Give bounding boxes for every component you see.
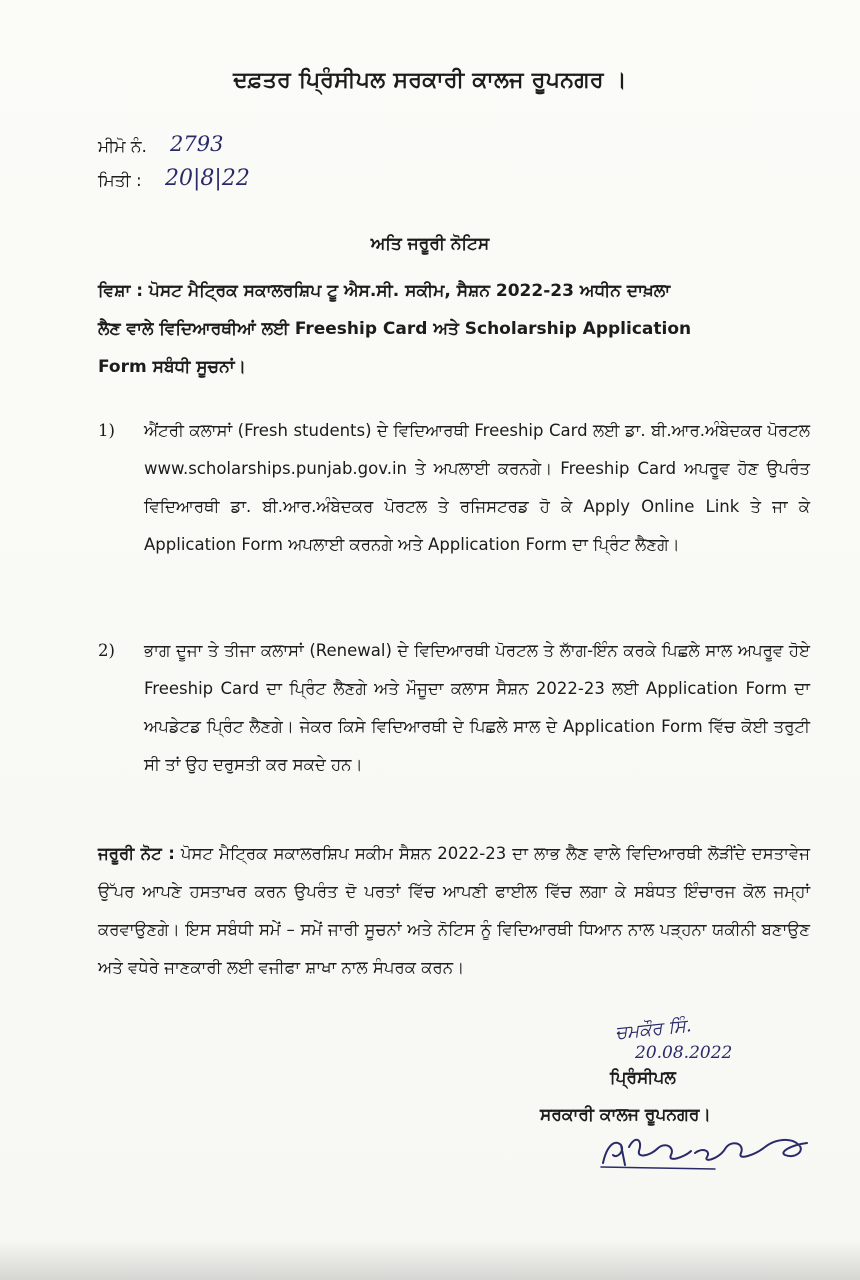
point-text: ਭਾਗ ਦੂਜਾ ਤੇ ਤੀਜਾ ਕਲਾਸਾਂ (Renewal) ਦੇ ਵਿਦਿਆਰਥੀ ਪੋਰਟਲ ਤੇ ਲਾੱਗ-ਇੰਨ ਕਰਕੇ ਪਿਛਲੇ ਸਾਲ ਅਪਰੂਵ ਹੋਏ Freeship Card ਦਾ ਪ੍ਰਿੰਟ ਲੈਣਗੇ ਅਤੇ ਮੌਜੂਦਾ ਕਲਾਸ ਸੈਸ਼ਨ 2022-23 ਲਈ Application Form ਦਾ ਅਪਡੇਟਡ ਪ੍ਰਿੰਟ ਲੈਣਗੇ। ਜੇਕਰ ਕਿਸੇ ਵਿਦਿਆਰਥੀ ਦੇ ਪਿਛਲੇ ਸਾਲ ਦੇ Application Form ਵਿੱਚ ਕੋਈ ਤਰੁਟੀ ਸੀ ਤਾਂ ਉਹ ਦਰੁਸਤੀ ਕਰ ਸਕਦੇ ਹਨ। [144, 641, 810, 774]
subject-line-2: ਲੈਣ ਵਾਲੇ ਵਿਦਿਆਰਥੀਆਂ ਲਈ Freeship Card ਅਤੇ Scholarship Application [98, 319, 692, 339]
signature-scribble [595, 1125, 835, 1175]
point-1 [98, 412, 810, 564]
note-text: ਪੋਸਟ ਮੈਟ੍ਰਿਕ ਸਕਾਲਰਸ਼ਿਪ ਸਕੀਮ ਸੈਸ਼ਨ 2022-23 ਦਾ ਲਾਭ ਲੈਣ ਵਾਲੇ ਵਿਦਿਆਰਥੀ ਲੋੜੀਂਦੇ ਦਸਤਾਵੇਜ ਉੱਪਰ ਆਪਣੇ ਹਸਤਾਖਰ ਕਰਨ ਉਪਰੰਤ ਦੋ ਪਰਤਾਂ ਵਿੱਚ ਆਪਣੀ ਫਾਈਲ ਵਿੱਚ ਲਗਾ ਕੇ ਸਬੰਧਤ ਇੰਚਾਰਜ ਕੋਲ ਜਮ੍ਹਾਂ ਕਰਵਾਉਣਗੇ। ਇਸ ਸਬੰਧੀ ਸਮੇਂ – ਸਮੇਂ ਜਾਰੀ ਸੂਚਨਾਂ ਅਤੇ ਨੋਟਿਸ ਨੂੰ ਵਿਦਿਆਰਥੀ ਧਿਆਨ ਨਾਲ ਪੜ੍ਹਨਾ ਯਕੀਨੀ ਬਣਾਉਣ ਅਤੇ ਵਧੇਰੇ ਜਾਣਕਾਰੀ ਲਈ ਵਜੀਫਾ ਸ਼ਾਖਾ ਨਾਲ ਸੰਪਰਕ ਕਰਨ। [98, 844, 811, 977]
important-note [98, 835, 810, 987]
institution: ਸਰਕਾਰੀ ਕਾਲਜ ਰੂਪਨਗਰ। [540, 1105, 711, 1125]
page-edge-shadow [0, 1240, 860, 1280]
subject-line-3: Form ਸਬੰਧੀ ਸੂਚਨਾਂ। [98, 357, 246, 377]
handwritten-date: 20.08.2022 [635, 1043, 733, 1063]
memo-label: ਮੀਮੋ ਨੰ. [98, 137, 147, 157]
date-label: ਮਿਤੀ : [98, 171, 142, 191]
memo-number: 2793 [170, 132, 224, 156]
subject-line-1: ਵਿਸ਼ਾ : ਪੋਸਟ ਮੈਟ੍ਰਿਕ ਸਕਾਲਰਸ਼ਿਪ ਟੂ ਐਸ.ਸੀ. ਸਕੀਮ, ਸੈਸ਼ਨ 2022-23 ਅਧੀਨ ਦਾਖ਼ਲਾ [98, 281, 671, 301]
point-text: ਐਂਟਰੀ ਕਲਾਸਾਂ (Fresh students) ਦੇ ਵਿਦਿਆਰਥੀ Freeship Card ਲਈ ਡਾ. ਬੀ.ਆਰ.ਅੰਬੇਦਕਰ ਪੋਰਟਲ www.scholarships.punjab.gov.in ਤੇ ਅਪਲਾਈ ਕਰਨਗੇ। Freeship Card ਅਪਰੂਵ ਹੋਣ ਉਪਰੰਤ ਵਿਦਿਆਰਥੀ ਡਾ. ਬੀ.ਆਰ.ਅੰਬੇਦਕਰ ਪੋਰਟਲ ਤੇ ਰਜਿਸਟਰਡ ਹੋ ਕੇ Apply Online Link ਤੇ ਜਾ ਕੇ Application Form ਅਪਲਾਈ ਕਰਨਗੇ ਅਤੇ Application Form ਦਾ ਪ੍ਰਿੰਟ ਲੈਣਗੇ। [144, 421, 810, 554]
designation: ਪ੍ਰਿੰਸੀਪਲ [610, 1068, 676, 1088]
note-label: ਜਰੂਰੀ ਨੋਟ : [98, 844, 175, 863]
handwritten-name: ਚਮਕੌਰ ਸਿੰ. [614, 1015, 693, 1044]
point-2 [98, 632, 810, 784]
notice-title: ਅਤਿ ਜਰੂਰੀ ਨੋਟਿਸ [370, 234, 490, 254]
point-number: 1) [98, 421, 115, 440]
point-number: 2) [98, 641, 115, 660]
memo-date: 20|8|22 [165, 166, 250, 191]
subject [98, 272, 810, 386]
office-title: ਦਫ਼ਤਰ ਪ੍ਰਿੰਸੀਪਲ ਸਰਕਾਰੀ ਕਾਲਜ ਰੂਪਨਗਰ । [233, 68, 627, 93]
